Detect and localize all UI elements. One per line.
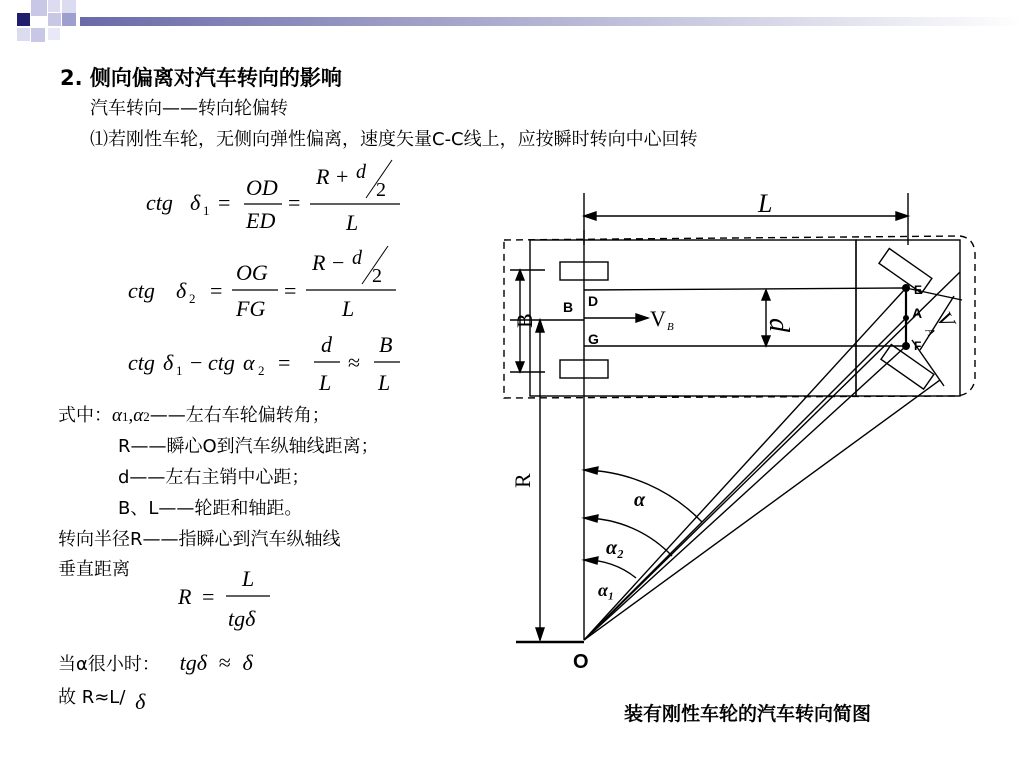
svg-text:L: L: [319, 370, 332, 395]
svg-text:δ: δ: [163, 350, 174, 375]
svg-text:1: 1: [203, 203, 210, 218]
label-o: O: [573, 651, 589, 673]
ray-o-f: [584, 346, 906, 640]
r-definition: R——瞬心O到汽车纵轴线距离；: [118, 436, 379, 457]
rigid-wheel-line: ⑴若刚性车轮，无侧向弹性偏离，速度矢量C-C线上，应按瞬时转向中心回转: [90, 129, 698, 150]
svg-text:OG: OG: [236, 260, 268, 285]
svg-text:δ: δ: [190, 190, 201, 215]
d-definition: d——左右主销中心距；: [118, 467, 310, 488]
svg-text:d: d: [356, 161, 366, 183]
radius-definition-1: 转向半径R——指瞬心到汽车纵轴线: [58, 529, 341, 550]
point-a: [903, 315, 909, 321]
alpha-comma: ,: [128, 405, 134, 426]
svg-text:ctg: ctg: [128, 278, 155, 303]
diagram-caption: 装有刚性车轮的汽车转向简图: [624, 704, 872, 725]
svg-text:d: d: [352, 247, 362, 269]
ray-o-e: [584, 288, 906, 640]
svg-text:ctg: ctg: [146, 190, 173, 215]
arc-alpha2: [584, 518, 672, 556]
therefore-delta: δ: [135, 689, 146, 714]
formula-block: [110, 150, 440, 400]
svg-text:=: =: [210, 278, 223, 303]
front-wheel-bottom: [881, 345, 934, 390]
svg-text:+: +: [336, 164, 349, 189]
svg-text:FG: FG: [236, 296, 266, 321]
vehicle-frame: [530, 240, 856, 396]
label-l: L: [758, 189, 773, 218]
steering-line: 汽车转向——转向轮偏转: [90, 98, 288, 119]
arc-alpha-arrow: [584, 467, 598, 474]
svg-text:ED: ED: [246, 208, 276, 233]
svg-text:2: 2: [189, 291, 196, 306]
small-alpha-line: [58, 652, 253, 676]
label-va: V: [931, 307, 961, 332]
svg-text:L: L: [346, 210, 359, 235]
where-line: [58, 405, 330, 428]
svg-text:2: 2: [372, 265, 382, 287]
svg-text:tgδ: tgδ: [228, 606, 256, 631]
svg-text:R: R: [178, 584, 192, 609]
label-alpha: α: [634, 489, 646, 511]
svg-text:≈: ≈: [348, 350, 361, 375]
formula-radius: [170, 564, 290, 638]
svg-text:2: 2: [376, 179, 386, 201]
svg-text:d: d: [321, 332, 332, 357]
svg-text:L: L: [342, 296, 355, 321]
label-a: A: [912, 305, 923, 321]
arc-alpha1-arrow: [584, 557, 598, 564]
svg-text:=: =: [284, 278, 297, 303]
svg-text:=: =: [202, 584, 215, 609]
label-vb-sub: B: [667, 321, 674, 333]
svg-text:−: −: [332, 250, 345, 275]
svg-text:−: −: [190, 350, 203, 375]
label-r: R: [510, 473, 535, 488]
dim-d-arrow-bottom: [762, 336, 770, 346]
label-d-dim: d: [763, 318, 794, 332]
steering-diagram: [490, 180, 1010, 740]
svg-text:L: L: [378, 370, 391, 395]
formula-ctg-difference: [128, 332, 400, 395]
alpha-description: ——左右车轮偏转角；: [149, 405, 330, 426]
dim-d-arrow-top: [762, 290, 770, 300]
therefore-text: 故 R≈L/: [58, 687, 126, 708]
svg-text:1: 1: [176, 363, 183, 378]
small-alpha-approx: ≈: [218, 650, 231, 675]
bl-definition: B、L——轮距和轴距。: [118, 498, 303, 519]
label-vb: V: [650, 306, 666, 331]
arc-alpha2-arrow: [584, 515, 598, 522]
line-de: [584, 288, 906, 290]
dim-r-arrow-top: [536, 320, 544, 332]
svg-text:δ: δ: [176, 278, 187, 303]
alpha-symbol: α: [112, 405, 122, 426]
label-g: G: [588, 331, 599, 347]
svg-text:=: =: [288, 190, 301, 215]
point-e: [902, 284, 910, 292]
svg-text:R: R: [316, 164, 330, 189]
slide-heading: 2. 侧向偏离对汽车转向的影响: [60, 66, 342, 90]
label-va-sub: A: [922, 325, 939, 339]
label-b-dim: B: [512, 313, 537, 328]
dim-r-arrow-bottom: [536, 628, 544, 640]
alpha-sub1: 1: [121, 409, 129, 424]
svg-text:α: α: [243, 350, 255, 375]
radius-definition-2: 垂直距离: [58, 559, 130, 580]
therefore-line: [58, 685, 146, 714]
where-prefix: 式中：: [58, 405, 112, 426]
dim-l-arrow-right: [896, 212, 908, 220]
svg-text:ctg: ctg: [128, 350, 155, 375]
label-b-point: B: [563, 299, 574, 315]
svg-text:L: L: [242, 566, 255, 591]
svg-text:R: R: [312, 250, 326, 275]
small-alpha-text: 当α很小时：: [58, 654, 160, 675]
dim-l-arrow-left: [584, 212, 596, 220]
dim-b-arrow-bottom: [516, 362, 524, 372]
dim-b-arrow-top: [516, 270, 524, 280]
svg-text:ctg: ctg: [208, 350, 235, 375]
svg-text:=: =: [218, 190, 231, 215]
label-alpha1: α₁: [598, 580, 615, 600]
small-alpha-rhs: δ: [242, 650, 253, 675]
alpha-symbol-2: α: [133, 405, 144, 426]
label-e: E: [914, 283, 923, 297]
label-f: F: [914, 339, 922, 353]
alpha-sub2: 2: [143, 409, 150, 424]
label-d: D: [588, 293, 599, 309]
svg-text:2: 2: [258, 363, 265, 378]
svg-text:OD: OD: [246, 175, 278, 200]
label-alpha2: α₂: [606, 537, 625, 559]
header-decoration: [0, 0, 1024, 60]
small-alpha-lhs: tgδ: [179, 650, 207, 675]
formula-ctg-delta2: [128, 246, 396, 321]
point-f: [902, 342, 910, 350]
svg-text:=: =: [278, 350, 291, 375]
vb-arrow-head: [636, 314, 648, 322]
svg-text:B: B: [379, 332, 393, 357]
formula-ctg-delta1: [146, 160, 400, 235]
